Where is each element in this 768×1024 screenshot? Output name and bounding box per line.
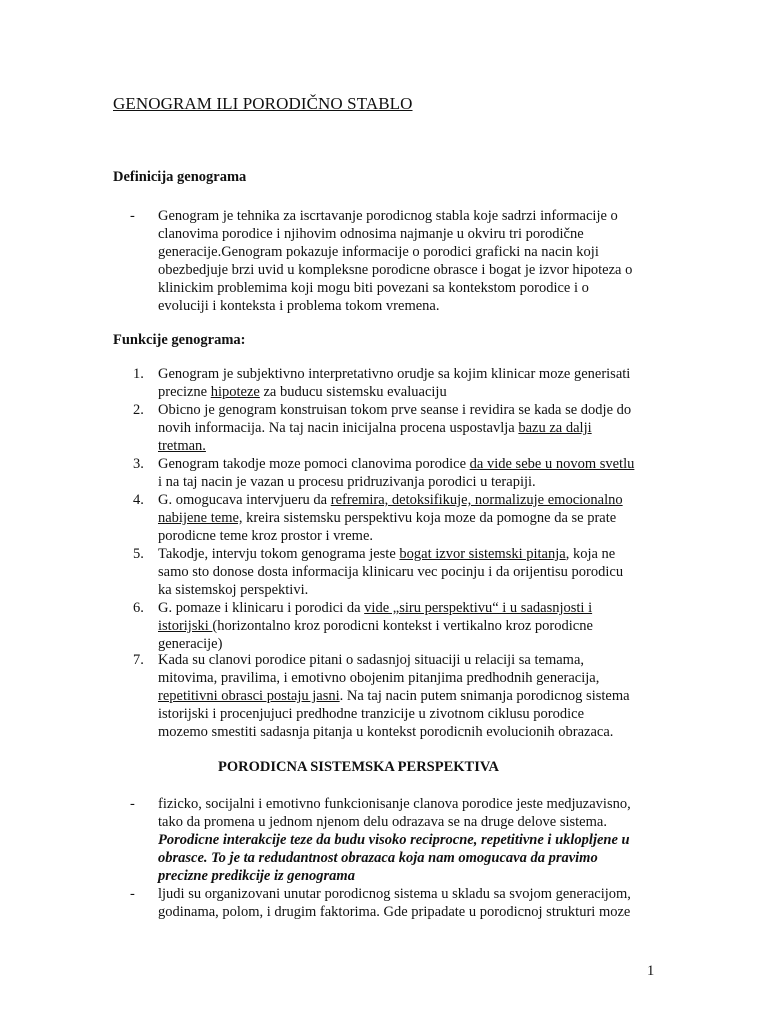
text: , koja ne (565, 546, 616, 562)
text: G. omogucava intervjueru da (158, 492, 331, 508)
text: (horizontalno kroz porodicni kontekst i vertikalno kroz porodicne (212, 618, 593, 634)
text: precizne (158, 384, 211, 400)
section-heading-definicija: Definicija genograma (113, 169, 247, 185)
list-item (158, 599, 658, 653)
bullet-marker: - (130, 208, 135, 224)
text: i na taj nacin je vazan u procesu pridruzivanja porodici u terapiji. (158, 474, 536, 490)
underlined-text: hipoteze (210, 384, 260, 400)
underlined-text: nabijene teme, (158, 510, 243, 526)
list-number: 3. (133, 456, 144, 472)
list-number: 7. (133, 652, 144, 668)
list-item (158, 651, 658, 741)
underlined-text: istorijski (158, 618, 213, 634)
list-item (158, 491, 658, 545)
page-number: 1 (647, 963, 655, 979)
list-number: 1. (133, 366, 144, 382)
emphasized-line: precizne predikcije iz genograma (158, 868, 355, 884)
text: mitovima, pravilima, i emotivno obojenim pitanjima predhodnih generacija, (158, 670, 600, 686)
text: G. pomaze i klinicaru i porodici da (158, 600, 365, 616)
text: Genogram takodje moze pomoci clanovima porodice (158, 456, 470, 472)
underlined-text: bazu za dalji (518, 420, 592, 436)
text: ka sistemskoj perspektivi. (158, 582, 309, 598)
text-line: evoluciji i konteksta i problema tokom vremena. (158, 298, 440, 314)
text: . Na taj nacin putem snimanja porodicnog sistema (339, 688, 630, 704)
text: Kada su clanovi porodice pitani o sadasnjoj situaciji u relaciji sa temama, (158, 652, 585, 668)
underlined-text: repetitivni obrasci postaju jasni (158, 688, 340, 704)
text: kreira sistemsku perspektivu koja moze da pomogne da se prate (242, 510, 617, 526)
document-title: GENOGRAM ILI PORODIČNO STABLO (113, 94, 413, 113)
underlined-text: bogat izvor sistemski pitanja (399, 546, 566, 562)
text: istorijski i procenjujuci predhodne tranzicije u zivotnom ciklusu porodice (158, 706, 585, 722)
text-line: generacije.Genogram pokazuje informacije o porodici graficki na nacin koji (158, 244, 599, 260)
underlined-text: vide „siru perspektivu“ i u sadasnjosti i (364, 600, 593, 616)
text: Takodje, intervju tokom genograma jeste (158, 546, 400, 562)
text-line: fizicko, socijalni i emotivno funkcionisanje clanova porodice jeste medjuzavisno, (158, 796, 631, 812)
text: Obicno je genogram konstruisan tokom prve seanse i revidira se kada se dodje do (158, 402, 632, 418)
list-number: 6. (133, 600, 144, 616)
list-number: 2. (133, 402, 144, 418)
underlined-text: da vide sebe u novom svetlu (469, 456, 635, 472)
text: Genogram je subjektivno interpretativno orudje sa kojim klinicar moze generisati (158, 366, 631, 382)
text-line: ljudi su organizovani unutar porodicnog sistema u skladu sa svojom generacijom, (158, 886, 631, 902)
text-line: obezbedjuje brzi uvid u kompleksne porodicne obrasce i bogat je izvor hipoteza o (158, 262, 633, 278)
text-line: tako da promena u jednom njenom delu odrazava se na druge delove sistema. (158, 814, 607, 830)
list-item (158, 401, 658, 455)
bullet-marker: - (130, 796, 135, 812)
underlined-text: tretman. (158, 438, 206, 454)
text: za buducu sistemsku evaluaciju (259, 384, 447, 400)
text: samo sto donose dosta informacija klinicaru vec pocinju i da orijentisu porodicu (158, 564, 624, 580)
text: mozemo smestiti sadasnja pitanja u kontekst porodicnih evolucionih obrazaca. (158, 724, 614, 740)
emphasized-line: obrasce. To je ta redudantnost obrazaca koja nam omogucava da pravimo (158, 850, 598, 866)
text-line: godinama, polom, i drugim faktorima. Gde pripadate u porodicnoj strukturi moze (158, 904, 631, 920)
bullet-paragraph (158, 885, 658, 921)
bullet-paragraph (158, 795, 658, 885)
text-line: klinickim problemima koji mogu biti povezani sa kontekstom porodice i o (158, 280, 589, 296)
list-number: 4. (133, 492, 144, 508)
bullet-marker: - (130, 886, 135, 902)
text: porodicne teme kroz prostor i vreme. (158, 528, 374, 544)
section-heading-perspektiva: PORODICNA SISTEMSKA PERSPEKTIVA (218, 759, 499, 775)
section-heading-funkcije: Funkcije genograma: (113, 332, 246, 348)
text-line: clanovima porodice i njihovim odnosima najmanje u okviru tri porodične (158, 226, 584, 242)
text-line: Genogram je tehnika za iscrtavanje porodicnog stabla koje sadrzi informacije o (158, 208, 618, 224)
list-item (158, 365, 658, 401)
text: generacije) (158, 636, 223, 652)
emphasized-line: Porodicne interakcije teze da budu visoko reciprocne, repetitivne i uklopljene u (158, 832, 630, 848)
text: novih informacija. Na taj nacin inicijalna procena uspostavlja (158, 420, 519, 436)
list-number: 5. (133, 546, 144, 562)
definition-paragraph (158, 207, 658, 315)
list-item (158, 545, 658, 599)
underlined-text: refremira, detoksifikuje, normalizuje emocionalno (330, 492, 623, 508)
list-item (158, 455, 658, 491)
